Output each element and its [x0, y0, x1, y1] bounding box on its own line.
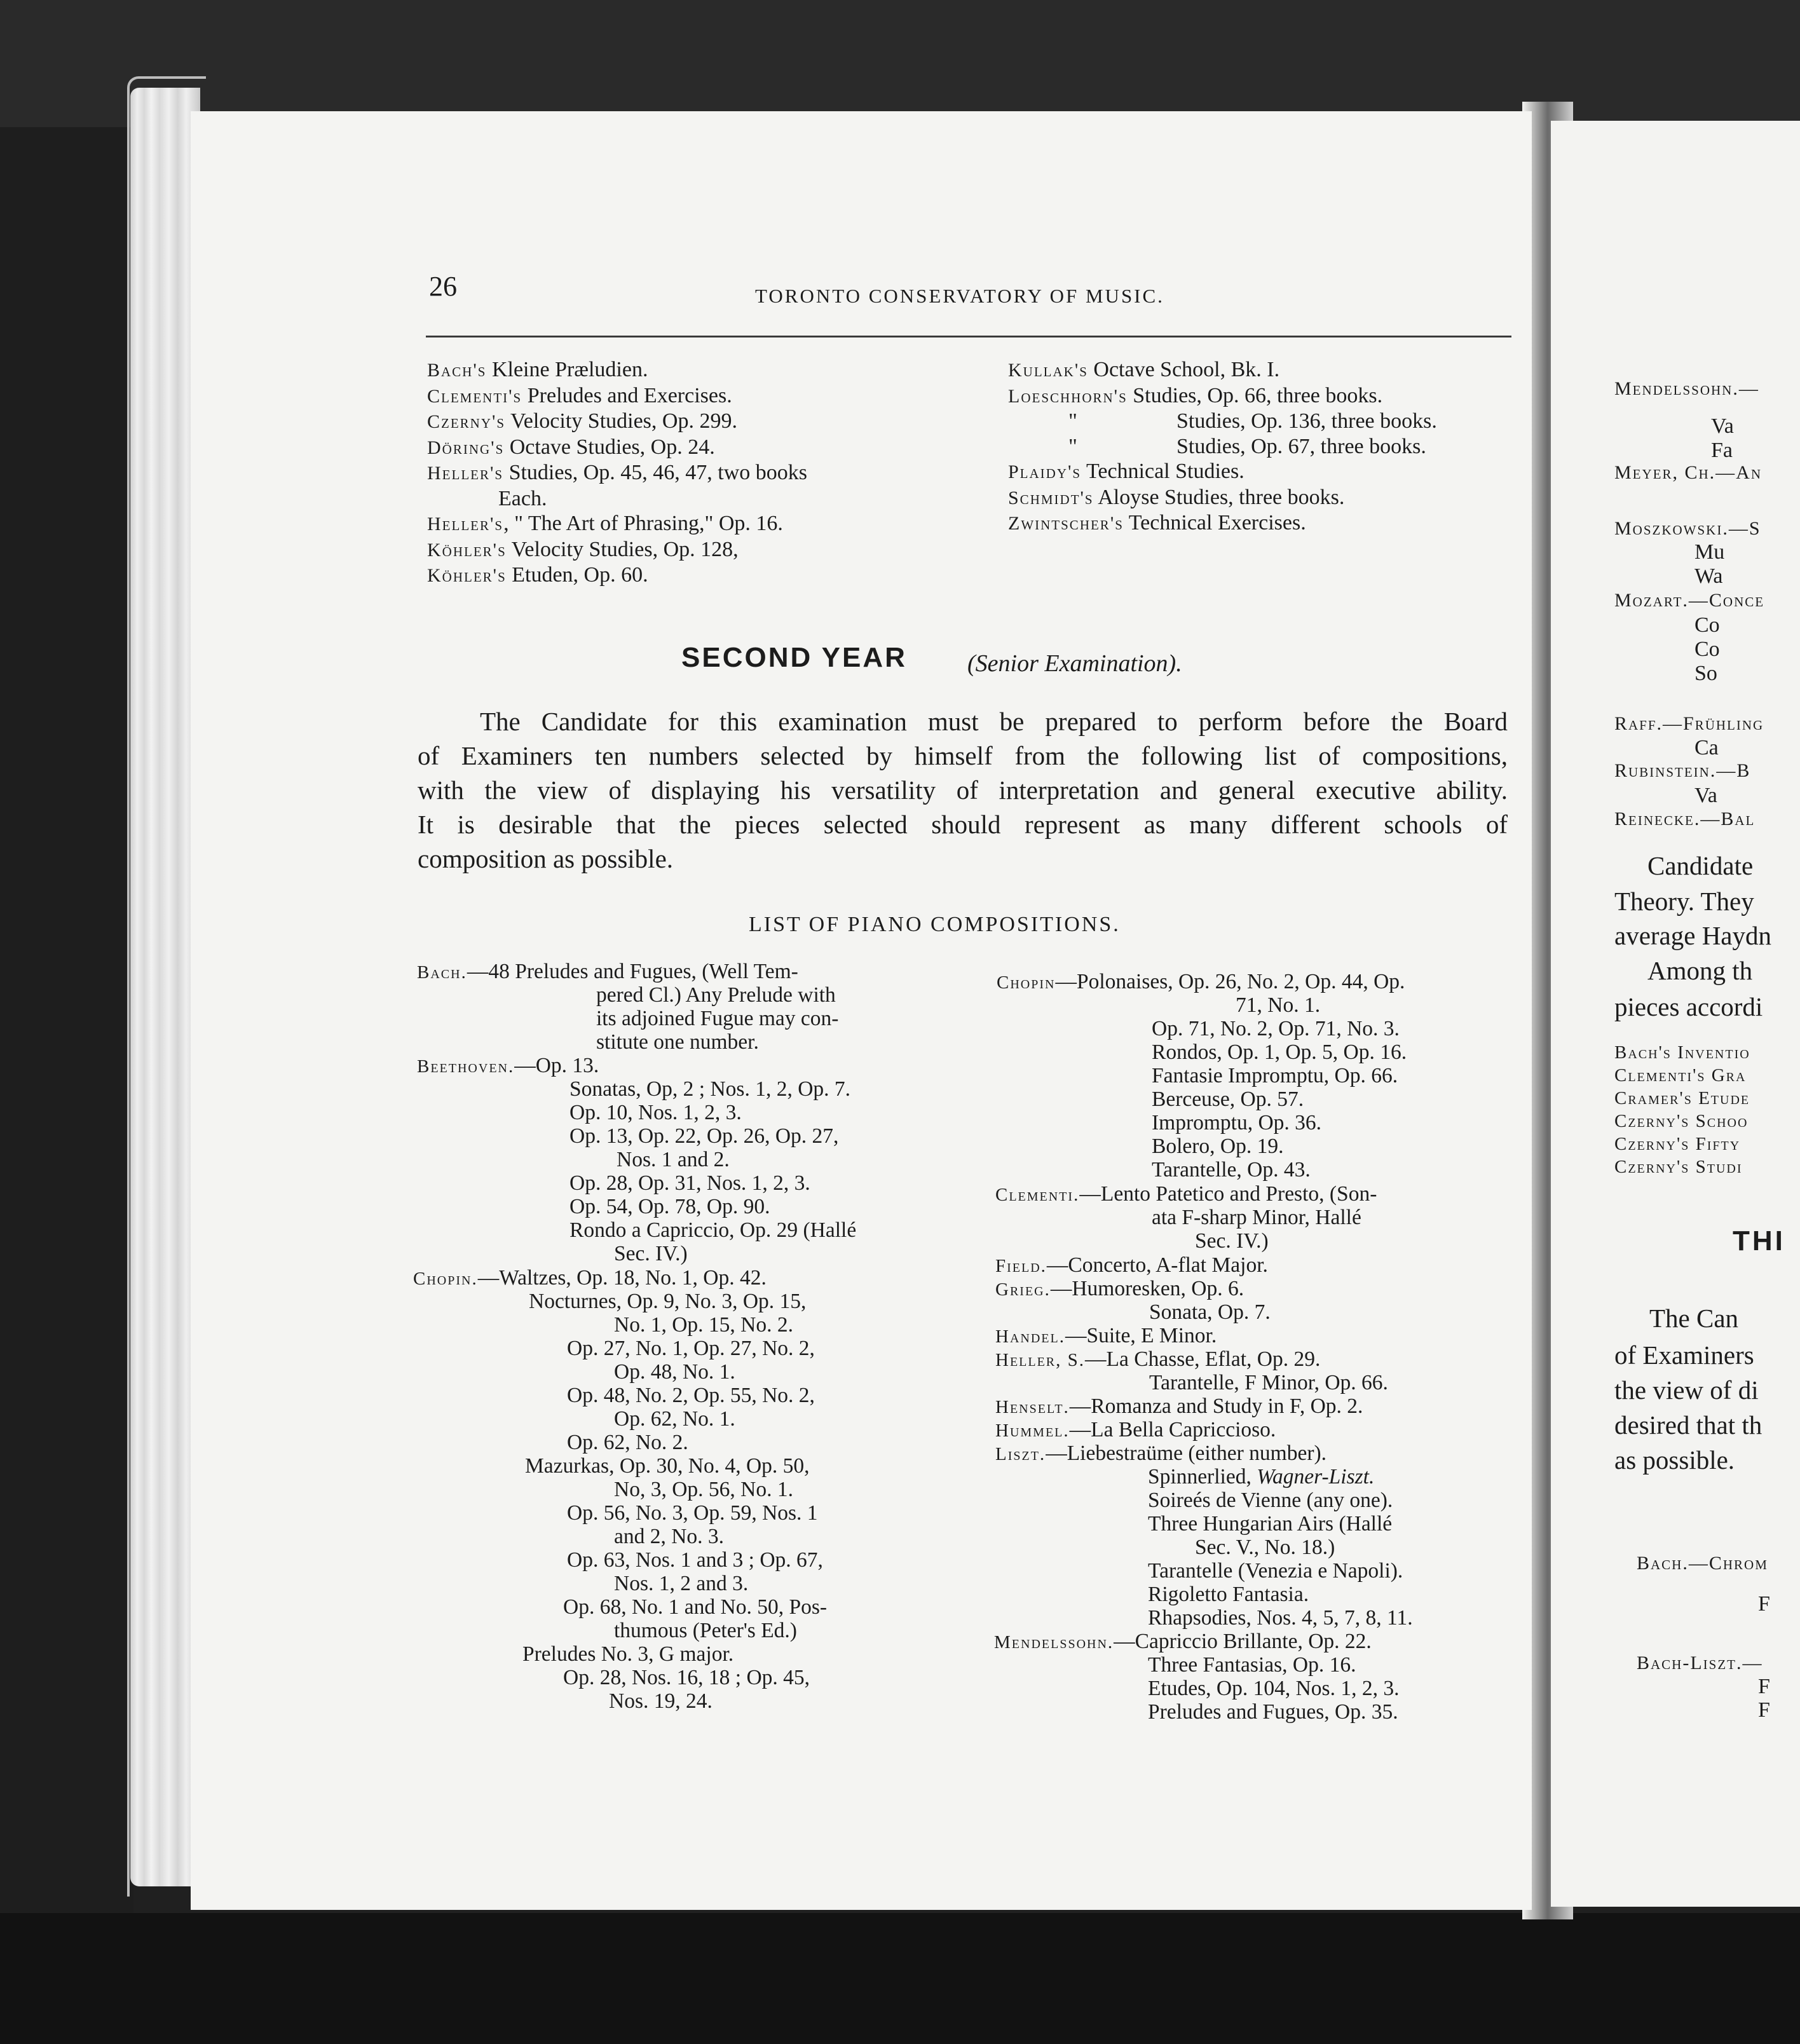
study-list-left [427, 357, 807, 589]
facing-line: desired that th [1614, 1410, 1762, 1440]
list-item: Tarantelle (Venezia e Napoli). [1148, 1559, 1403, 1583]
list-item: Plaidy's Technical Studies. [1008, 460, 1244, 483]
facing-line: as possible. [1614, 1445, 1735, 1475]
list-item: Beethoven.—Op. 13. [417, 1054, 599, 1077]
list-item: Op. 62, No. 1. [614, 1407, 735, 1431]
header-rule [426, 336, 1511, 337]
list-item: Liszt.—Liebestraüme (either number). [995, 1441, 1327, 1465]
facing-line: of Examiners [1614, 1340, 1754, 1370]
list-item: pered Cl.) Any Prelude with [596, 983, 836, 1007]
list-item: Köhler's Etuden, Op. 60. [427, 563, 648, 587]
list-item: Etudes, Op. 104, Nos. 1, 2, 3. [1148, 1677, 1400, 1700]
facing-line: Bach's Inventio [1614, 1042, 1750, 1063]
intro-paragraph [418, 704, 1508, 876]
facing-line: Mendelssohn.— [1614, 378, 1759, 399]
facing-line: So [1694, 662, 1717, 685]
list-item: Op. 68, No. 1 and No. 50, Pos- [563, 1595, 828, 1619]
running-head: TORONTO CONSERVATORY OF MUSIC. [755, 285, 1164, 307]
list-item: Berceuse, Op. 57. [1152, 1087, 1304, 1111]
list-item: Rondos, Op. 1, Op. 5, Op. 16. [1152, 1040, 1407, 1064]
list-item: Nos. 19, 24. [609, 1689, 712, 1713]
list-item: Mazurkas, Op. 30, No. 4, Op. 50, [525, 1454, 810, 1478]
list-item: Heller, S.—La Chasse, Eflat, Op. 29. [995, 1347, 1321, 1371]
list-item: Nocturnes, Op. 9, No. 3, Op. 15, [529, 1290, 807, 1313]
list-item: Three Hungarian Airs (Hallé [1148, 1512, 1393, 1536]
paragraph-line: composition as possible. [418, 844, 674, 873]
list-item: Impromptu, Op. 36. [1152, 1111, 1322, 1134]
list-item: Bach's Kleine Præludien. [427, 358, 648, 381]
list-item: Nos. 1 and 2. [617, 1148, 730, 1171]
facing-line: F [1758, 1592, 1770, 1616]
facing-line: Czerny's Schoo [1614, 1111, 1749, 1131]
list-item: Sec. IV.) [614, 1242, 688, 1265]
list-item: " Studies, Op. 136, three books. [1068, 409, 1437, 433]
facing-line: The Can [1649, 1304, 1739, 1333]
list-item: Op. 28, Op. 31, Nos. 1, 2, 3. [569, 1171, 810, 1195]
list-item: Sonata, Op. 7. [1149, 1300, 1271, 1324]
list-item: Three Fantasias, Op. 16. [1148, 1653, 1356, 1677]
facing-line: Czerny's Studi [1614, 1157, 1743, 1177]
list-item: Döring's Octave Studies, Op. 24. [427, 435, 715, 459]
list-item: Handel.—Suite, E Minor. [995, 1324, 1217, 1347]
list-item: Rhapsodies, Nos. 4, 5, 7, 8, 11. [1148, 1606, 1413, 1630]
facing-line: Theory. They [1614, 887, 1754, 916]
facing-line: Reinecke.—Bal [1614, 808, 1756, 829]
list-item: Each. [498, 486, 547, 510]
list-item: Rondo a Capriccio, Op. 29 (Hallé [569, 1218, 857, 1242]
facing-line: Clementi's Gra [1614, 1065, 1747, 1086]
section-subtitle: (Senior Examination). [967, 650, 1182, 677]
list-item: Op. 71, No. 2, Op. 71, No. 3. [1152, 1017, 1400, 1040]
list-item: Henselt.—Romanza and Study in F, Op. 2. [995, 1394, 1363, 1418]
list-item: Hummel.—La Bella Capriccioso. [995, 1418, 1276, 1441]
list-item: Nos. 1, 2 and 3. [614, 1572, 749, 1595]
list-item: Kullak's Octave School, Bk. I. [1008, 358, 1280, 381]
paragraph-line: It is desirable that the pieces selected should represent as many different schools of [418, 810, 1508, 839]
facing-line: Moszkowski.—S [1614, 518, 1761, 539]
list-item: Field.—Concerto, A-flat Major. [995, 1253, 1268, 1277]
facing-line: Candidate [1647, 851, 1754, 880]
list-item: No. 1, Op. 15, No. 2. [614, 1313, 793, 1337]
list-item: and 2, No. 3. [614, 1525, 725, 1548]
list-item: Heller's Studies, Op. 45, 46, 47, two books [427, 461, 807, 484]
list-heading: LIST OF PIANO COMPOSITIONS. [749, 913, 1121, 936]
facing-line: Mu [1694, 540, 1725, 564]
list-item: Schmidt's Aloyse Studies, three books. [1008, 485, 1345, 509]
facing-line: average Haydn [1614, 921, 1772, 950]
facing-line: Co [1694, 637, 1720, 661]
list-item: its adjoined Fugue may con- [596, 1007, 839, 1030]
list-item: Op. 28, Nos. 16, 18 ; Op. 45, [563, 1666, 810, 1689]
list-item: stitute one number. [596, 1030, 759, 1054]
list-item: Op. 13, Op. 22, Op. 26, Op. 27, [569, 1124, 839, 1148]
list-item: Rigoletto Fantasia. [1148, 1583, 1309, 1606]
paragraph-line: with the view of displaying his versatility of interpretation and general executive ability. [418, 775, 1508, 805]
list-item: Sonatas, Op, 2 ; Nos. 1, 2, Op. 7. [569, 1077, 851, 1101]
list-item: Chopin.—Waltzes, Op. 18, No. 1, Op. 42. [413, 1266, 767, 1290]
list-item: Preludes and Fugues, Op. 35. [1148, 1700, 1398, 1724]
list-item: thumous (Peter's Ed.) [614, 1619, 797, 1642]
list-item: Op. 48, No. 1. [614, 1360, 735, 1384]
facing-line: Bach-Liszt.— [1637, 1652, 1763, 1673]
section-title: SECOND YEAR [681, 642, 907, 673]
facing-line: Mozart.—Conce [1614, 590, 1765, 611]
facing-line: Bach.—Chrom [1637, 1553, 1768, 1574]
list-item: Chopin—Polonaises, Op. 26, No. 2, Op. 44, Op. [997, 970, 1405, 993]
facing-line: Meyer, Ch.—An [1614, 462, 1762, 483]
facing-line: Among th [1647, 956, 1753, 985]
list-item: Bolero, Op. 19. [1152, 1134, 1284, 1158]
page-number: 26 [429, 271, 457, 302]
list-item: Op. 63, Nos. 1 and 3 ; Op. 67, [567, 1548, 823, 1572]
list-item: Sec. IV.) [1195, 1229, 1269, 1253]
list-item: Grieg.—Humoresken, Op. 6. [995, 1277, 1244, 1300]
facing-line: Co [1694, 613, 1720, 637]
list-item: Mendelssohn.—Capriccio Brillante, Op. 22. [994, 1630, 1372, 1653]
facing-heading: THI [1733, 1225, 1785, 1257]
list-item: Heller's, " The Art of Phrasing," Op. 16. [427, 512, 783, 535]
list-item: Op. 10, Nos. 1, 2, 3. [569, 1101, 742, 1124]
facing-page [1551, 121, 1800, 1907]
list-item: Tarantelle, Op. 43. [1152, 1158, 1311, 1182]
facing-line: Cramer's Etude [1614, 1088, 1750, 1108]
list-item: Sec. V., No. 18.) [1195, 1536, 1335, 1559]
list-item: " Studies, Op. 67, three books. [1068, 434, 1426, 458]
list-item: Preludes No. 3, G major. [522, 1642, 734, 1666]
list-item: Op. 56, No. 3, Op. 59, Nos. 1 [567, 1501, 818, 1525]
list-item: Loeschhorn's Studies, Op. 66, three books. [1008, 383, 1383, 407]
list-item: Op. 27, No. 1, Op. 27, No. 2, [567, 1337, 815, 1360]
list-item: Soireés de Vienne (any one). [1148, 1489, 1393, 1512]
list-item: Fantasie Impromptu, Op. 66. [1152, 1064, 1398, 1087]
facing-line: Va [1694, 784, 1717, 807]
scan-background-left [0, 127, 133, 1919]
list-item: Clementi.—Lento Patetico and Presto, (Son- [995, 1182, 1377, 1206]
list-item: Spinnerlied, Wagner-Liszt. [1148, 1465, 1375, 1489]
list-item: Tarantelle, F Minor, Op. 66. [1149, 1371, 1388, 1394]
list-item: No, 3, Op. 56, No. 1. [614, 1478, 793, 1501]
list-item: Clementi's Preludes and Exercises. [427, 383, 732, 407]
list-item: Zwintscher's Technical Exercises. [1008, 511, 1306, 535]
list-item: Bach.—48 Preludes and Fugues, (Well Tem- [417, 960, 798, 983]
book-page-stack [130, 88, 200, 1886]
list-item: Op. 48, No. 2, Op. 55, No. 2, [567, 1384, 815, 1407]
facing-line: Rubinstein.—B [1614, 760, 1751, 781]
facing-line: Raff.—Frühling [1614, 713, 1764, 734]
study-list-right [1008, 357, 1437, 536]
facing-line: pieces accordi [1614, 992, 1763, 1021]
list-item: Czerny's Velocity Studies, Op. 299. [427, 409, 737, 433]
facing-line: Czerny's Fifty [1614, 1134, 1741, 1154]
facing-line: F [1758, 1698, 1770, 1722]
facing-line: Va [1711, 414, 1734, 438]
list-item: 71, No. 1. [1236, 993, 1321, 1017]
list-item: Op. 62, No. 2. [567, 1431, 688, 1454]
list-item: ata F-sharp Minor, Hallé [1152, 1206, 1361, 1229]
paragraph-line: The Candidate for this examination must be prepared to perform before the Board [480, 707, 1508, 736]
list-item: Op. 54, Op. 78, Op. 90. [569, 1195, 770, 1218]
scan-background-bottom [0, 1913, 1800, 2044]
facing-line: the view of di [1614, 1375, 1759, 1405]
facing-line: F [1758, 1675, 1770, 1698]
paragraph-line: of Examiners ten numbers selected by himself from the following list of compositions, [418, 741, 1508, 770]
facing-line: Fa [1711, 439, 1733, 462]
facing-line: Ca [1694, 736, 1719, 760]
list-item: Köhler's Velocity Studies, Op. 128, [427, 537, 739, 561]
facing-line: Wa [1694, 564, 1723, 588]
